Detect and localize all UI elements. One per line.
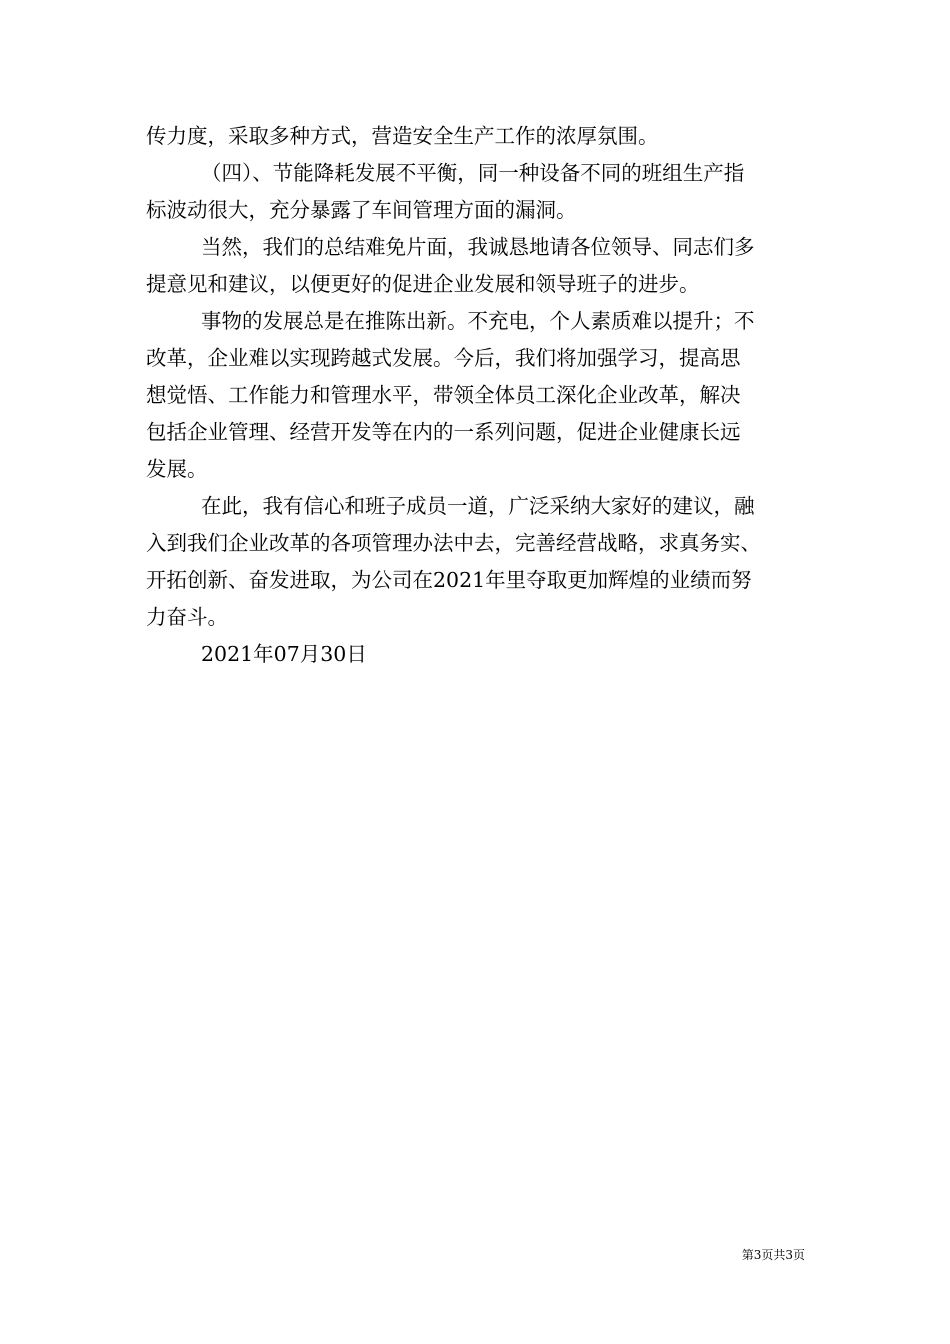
text-line: 标波动很大，充分暴露了车间管理方面的漏洞。 xyxy=(146,198,577,222)
text-line: 提意见和建议，以便更好的促进企业发展和领导班子的进步。 xyxy=(146,272,700,296)
text-line: 改革，企业难以实现跨越式发展。今后，我们将加强学习，提高思 xyxy=(146,346,741,370)
text-line: 发展。 xyxy=(146,457,208,481)
document-date: 2021年07月30日 xyxy=(201,642,367,666)
text-line: 想觉悟、工作能力和管理水平，带领全体员工深化企业改革，解决 xyxy=(146,383,741,407)
text-line: 包括企业管理、经营开发等在内的一系列问题，促进企业健康长远 xyxy=(146,420,741,444)
text-line: 传力度，采取多种方式，营造安全生产工作的浓厚氛围。 xyxy=(146,124,659,148)
text-line: 开拓创新、奋发进取，为公司在2021年里夺取更加辉煌的业绩而努 xyxy=(146,568,752,592)
document-body xyxy=(146,118,814,673)
text-line: 力奋斗。 xyxy=(146,605,228,629)
text-line: 当然，我们的总结难免片面，我诚恳地请各位领导、同志们多 xyxy=(201,235,755,259)
page-number-footer: 第3页共3页 xyxy=(741,1248,805,1262)
text-line: 事物的发展总是在推陈出新。不充电，个人素质难以提升；不 xyxy=(201,309,755,333)
text-line: 在此，我有信心和班子成员一道，广泛采纳大家好的建议，融 xyxy=(201,494,755,518)
text-line: （四）、节能降耗发展不平衡，同一种设备不同的班组生产指 xyxy=(201,161,745,185)
text-line: 入到我们企业改革的各项管理办法中去，完善经营战略，求真务实、 xyxy=(146,531,761,555)
